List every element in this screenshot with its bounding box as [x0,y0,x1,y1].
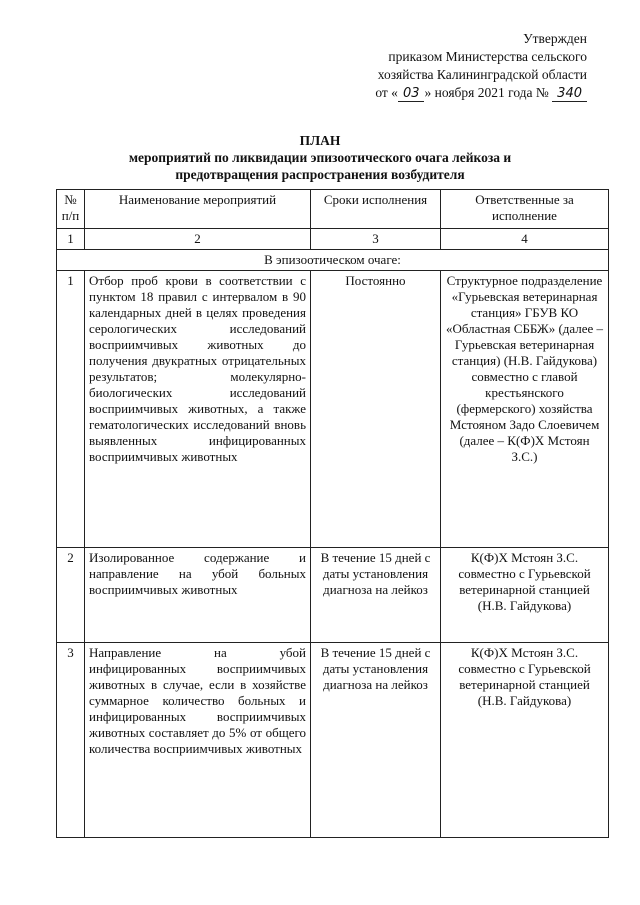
row-number: 3 [57,643,85,838]
table-row [57,643,609,838]
header-number: № п/п [57,190,85,229]
plan-table [56,189,609,838]
row-activity: Изолированное содержание и направление на убой больных восприимчивых животных [85,548,311,643]
date-day-handwritten: 03 [398,86,425,102]
document-title [0,132,640,183]
date-middle: » ноября 2021 года № [424,85,549,100]
row-number: 1 [57,271,85,548]
approval-date-line [375,84,587,103]
column-number: 1 [57,229,85,250]
row-term: В течение 15 дней с даты установления диагноза на лейкоз [311,548,441,643]
column-number: 3 [311,229,441,250]
row-term: В течение 15 дней с даты установления диагноза на лейкоз [311,643,441,838]
row-responsible: К(Ф)Х Мстоян З.С. совместно с Гурьевской ветеринарной станцией (Н.В. Гайдукова) [441,643,609,838]
approval-line-1: Утвержден [523,31,587,46]
section-heading: В эпизоотическом очаге: [57,250,609,271]
approval-line-3: хозяйства Калининградской области [377,67,587,82]
header-responsible: Ответственные за исполнение [441,190,609,229]
header-name: Наименование мероприятий [85,190,311,229]
table-row [57,548,609,643]
row-term: Постоянно [311,271,441,548]
row-number: 2 [57,548,85,643]
row-responsible: Структурное подразделение «Гурьевская ветеринарная станция» ГБУВ КО «Областная СББЖ» (далее – Гурьевская ветеринарная станция) (Н.В. Гайдукова) совместно с главой крестьянского (фермерского) хозяйства Мстояном Задо Слоевичем (далее – К(Ф)Х Мстоян З.С.) [441,271,609,548]
section-row [57,250,609,271]
table-header-row [57,190,609,229]
approval-stamp [375,30,587,103]
column-number: 4 [441,229,609,250]
title-line-3: предотвращения распространения возбудителя [175,167,465,182]
column-number-row [57,229,609,250]
header-term: Сроки исполнения [311,190,441,229]
column-number: 2 [85,229,311,250]
row-activity: Направление на убой инфицированных восприимчивых животных в случае, если в хозяйстве суммарное количество больных и инфицированных восприимчивых животных составляет до 5% от общего количества восприимчивых животных [85,643,311,838]
title-line-2: мероприятий по ликвидации эпизоотического очага лейкоза и [128,150,512,165]
row-activity: Отбор проб крови в соответствии с пунктом 18 правил с интервалом в 90 календарных дней в целях проведения серологических исследований восприимчивых животных до получения двукратных отрицательных результатов; молекулярно-биологических исследований восприимчивых животных, а также гематологических исследований вновь выявленных инфицированных восприимчивых животных [85,271,311,548]
table-row [57,271,609,548]
approval-line-2: приказом Министерства сельского [388,49,587,64]
date-prefix: от « [375,85,398,100]
row-responsible: К(Ф)Х Мстоян З.С. совместно с Гурьевской ветеринарной станцией (Н.В. Гайдукова) [441,548,609,643]
title-line-1: ПЛАН [299,133,341,148]
order-number-handwritten: 340 [552,86,587,102]
